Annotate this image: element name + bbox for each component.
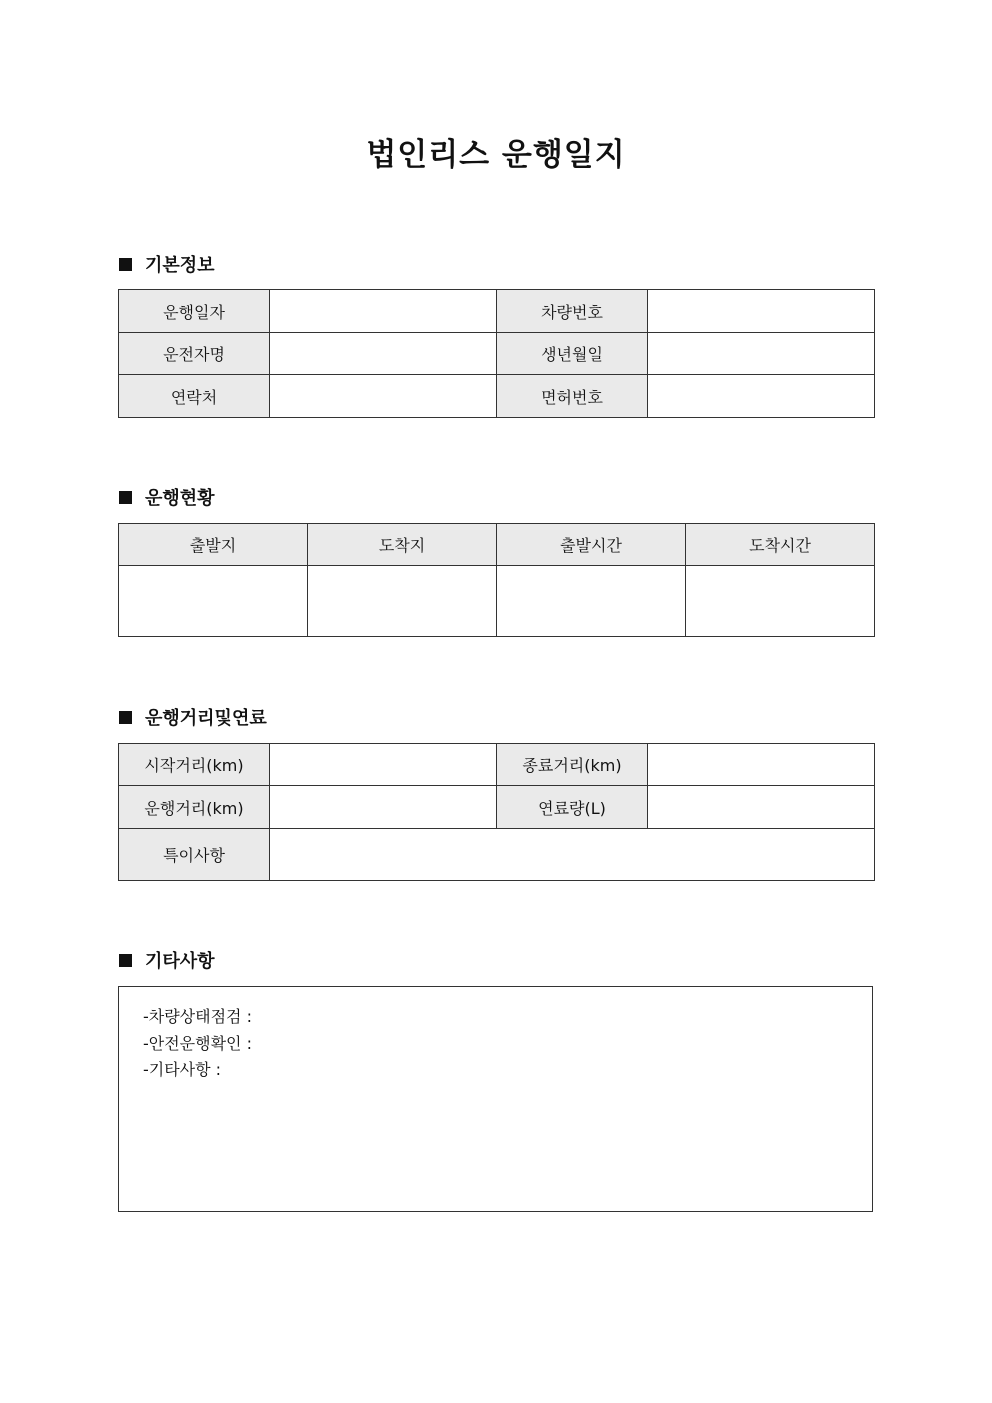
other-notes-line: -기타사항 : bbox=[143, 1060, 222, 1079]
birth-date-field[interactable] bbox=[648, 333, 875, 375]
fuel-amount-field[interactable] bbox=[648, 786, 875, 829]
section-heading-other bbox=[119, 947, 215, 973]
section-heading-basic-info bbox=[119, 251, 215, 277]
table-row bbox=[119, 375, 875, 418]
end-distance-label: 종료거리(km) bbox=[497, 744, 648, 786]
table-row bbox=[119, 744, 875, 786]
vehicle-condition-check-line: -차량상태점검 : bbox=[143, 1007, 252, 1026]
start-distance-field[interactable] bbox=[270, 744, 497, 786]
driver-name-label: 운전자명 bbox=[119, 333, 270, 375]
end-distance-field[interactable] bbox=[648, 744, 875, 786]
trip-date-field[interactable] bbox=[270, 290, 497, 333]
page-title: 법인리스 운행일지 bbox=[366, 137, 626, 173]
section-heading-label: 운행거리및연료 bbox=[145, 708, 267, 729]
vehicle-number-field[interactable] bbox=[648, 290, 875, 333]
driver-name-field[interactable] bbox=[270, 333, 497, 375]
distance-fuel-table bbox=[118, 743, 875, 881]
contact-field[interactable] bbox=[270, 375, 497, 418]
square-bullet-icon bbox=[119, 258, 132, 271]
trip-status-table bbox=[118, 523, 875, 637]
license-number-field[interactable] bbox=[648, 375, 875, 418]
arrival-place-header: 도착지 bbox=[308, 524, 497, 566]
arrival-place-field[interactable] bbox=[308, 566, 497, 637]
other-notes-box[interactable] bbox=[118, 986, 873, 1212]
table-row bbox=[119, 566, 875, 637]
section-heading-label: 기본정보 bbox=[145, 255, 215, 276]
basic-info-table bbox=[118, 289, 875, 418]
departure-place-field[interactable] bbox=[119, 566, 308, 637]
table-row bbox=[119, 290, 875, 333]
trip-date-label: 운행일자 bbox=[119, 290, 270, 333]
birth-date-label: 생년월일 bbox=[497, 333, 648, 375]
square-bullet-icon bbox=[119, 954, 132, 967]
safe-driving-check-line: -안전운행확인 : bbox=[143, 1033, 252, 1053]
vehicle-number-label: 차량번호 bbox=[497, 290, 648, 333]
arrival-time-header: 도착시간 bbox=[686, 524, 875, 566]
remarks-field[interactable] bbox=[270, 829, 875, 881]
table-header-row bbox=[119, 524, 875, 566]
table-row bbox=[119, 786, 875, 829]
square-bullet-icon bbox=[119, 711, 132, 724]
remarks-label: 특이사항 bbox=[119, 829, 270, 881]
trip-distance-field[interactable] bbox=[270, 786, 497, 829]
trip-distance-label: 운행거리(km) bbox=[119, 786, 270, 829]
arrival-time-field[interactable] bbox=[686, 566, 875, 637]
section-heading-distance-fuel bbox=[119, 704, 267, 730]
table-row bbox=[119, 333, 875, 375]
start-distance-label: 시작거리(km) bbox=[119, 744, 270, 786]
departure-time-header: 출발시간 bbox=[497, 524, 686, 566]
table-row bbox=[119, 829, 875, 881]
square-bullet-icon bbox=[119, 491, 132, 504]
departure-place-header: 출발지 bbox=[119, 524, 308, 566]
departure-time-field[interactable] bbox=[497, 566, 686, 637]
section-heading-label: 운행현황 bbox=[145, 488, 215, 509]
contact-label: 연락처 bbox=[119, 375, 270, 418]
section-heading-label: 기타사항 bbox=[145, 951, 215, 972]
license-number-label: 면허번호 bbox=[497, 375, 648, 418]
section-heading-trip-status bbox=[119, 484, 215, 510]
fuel-amount-label: 연료량(L) bbox=[497, 786, 648, 829]
